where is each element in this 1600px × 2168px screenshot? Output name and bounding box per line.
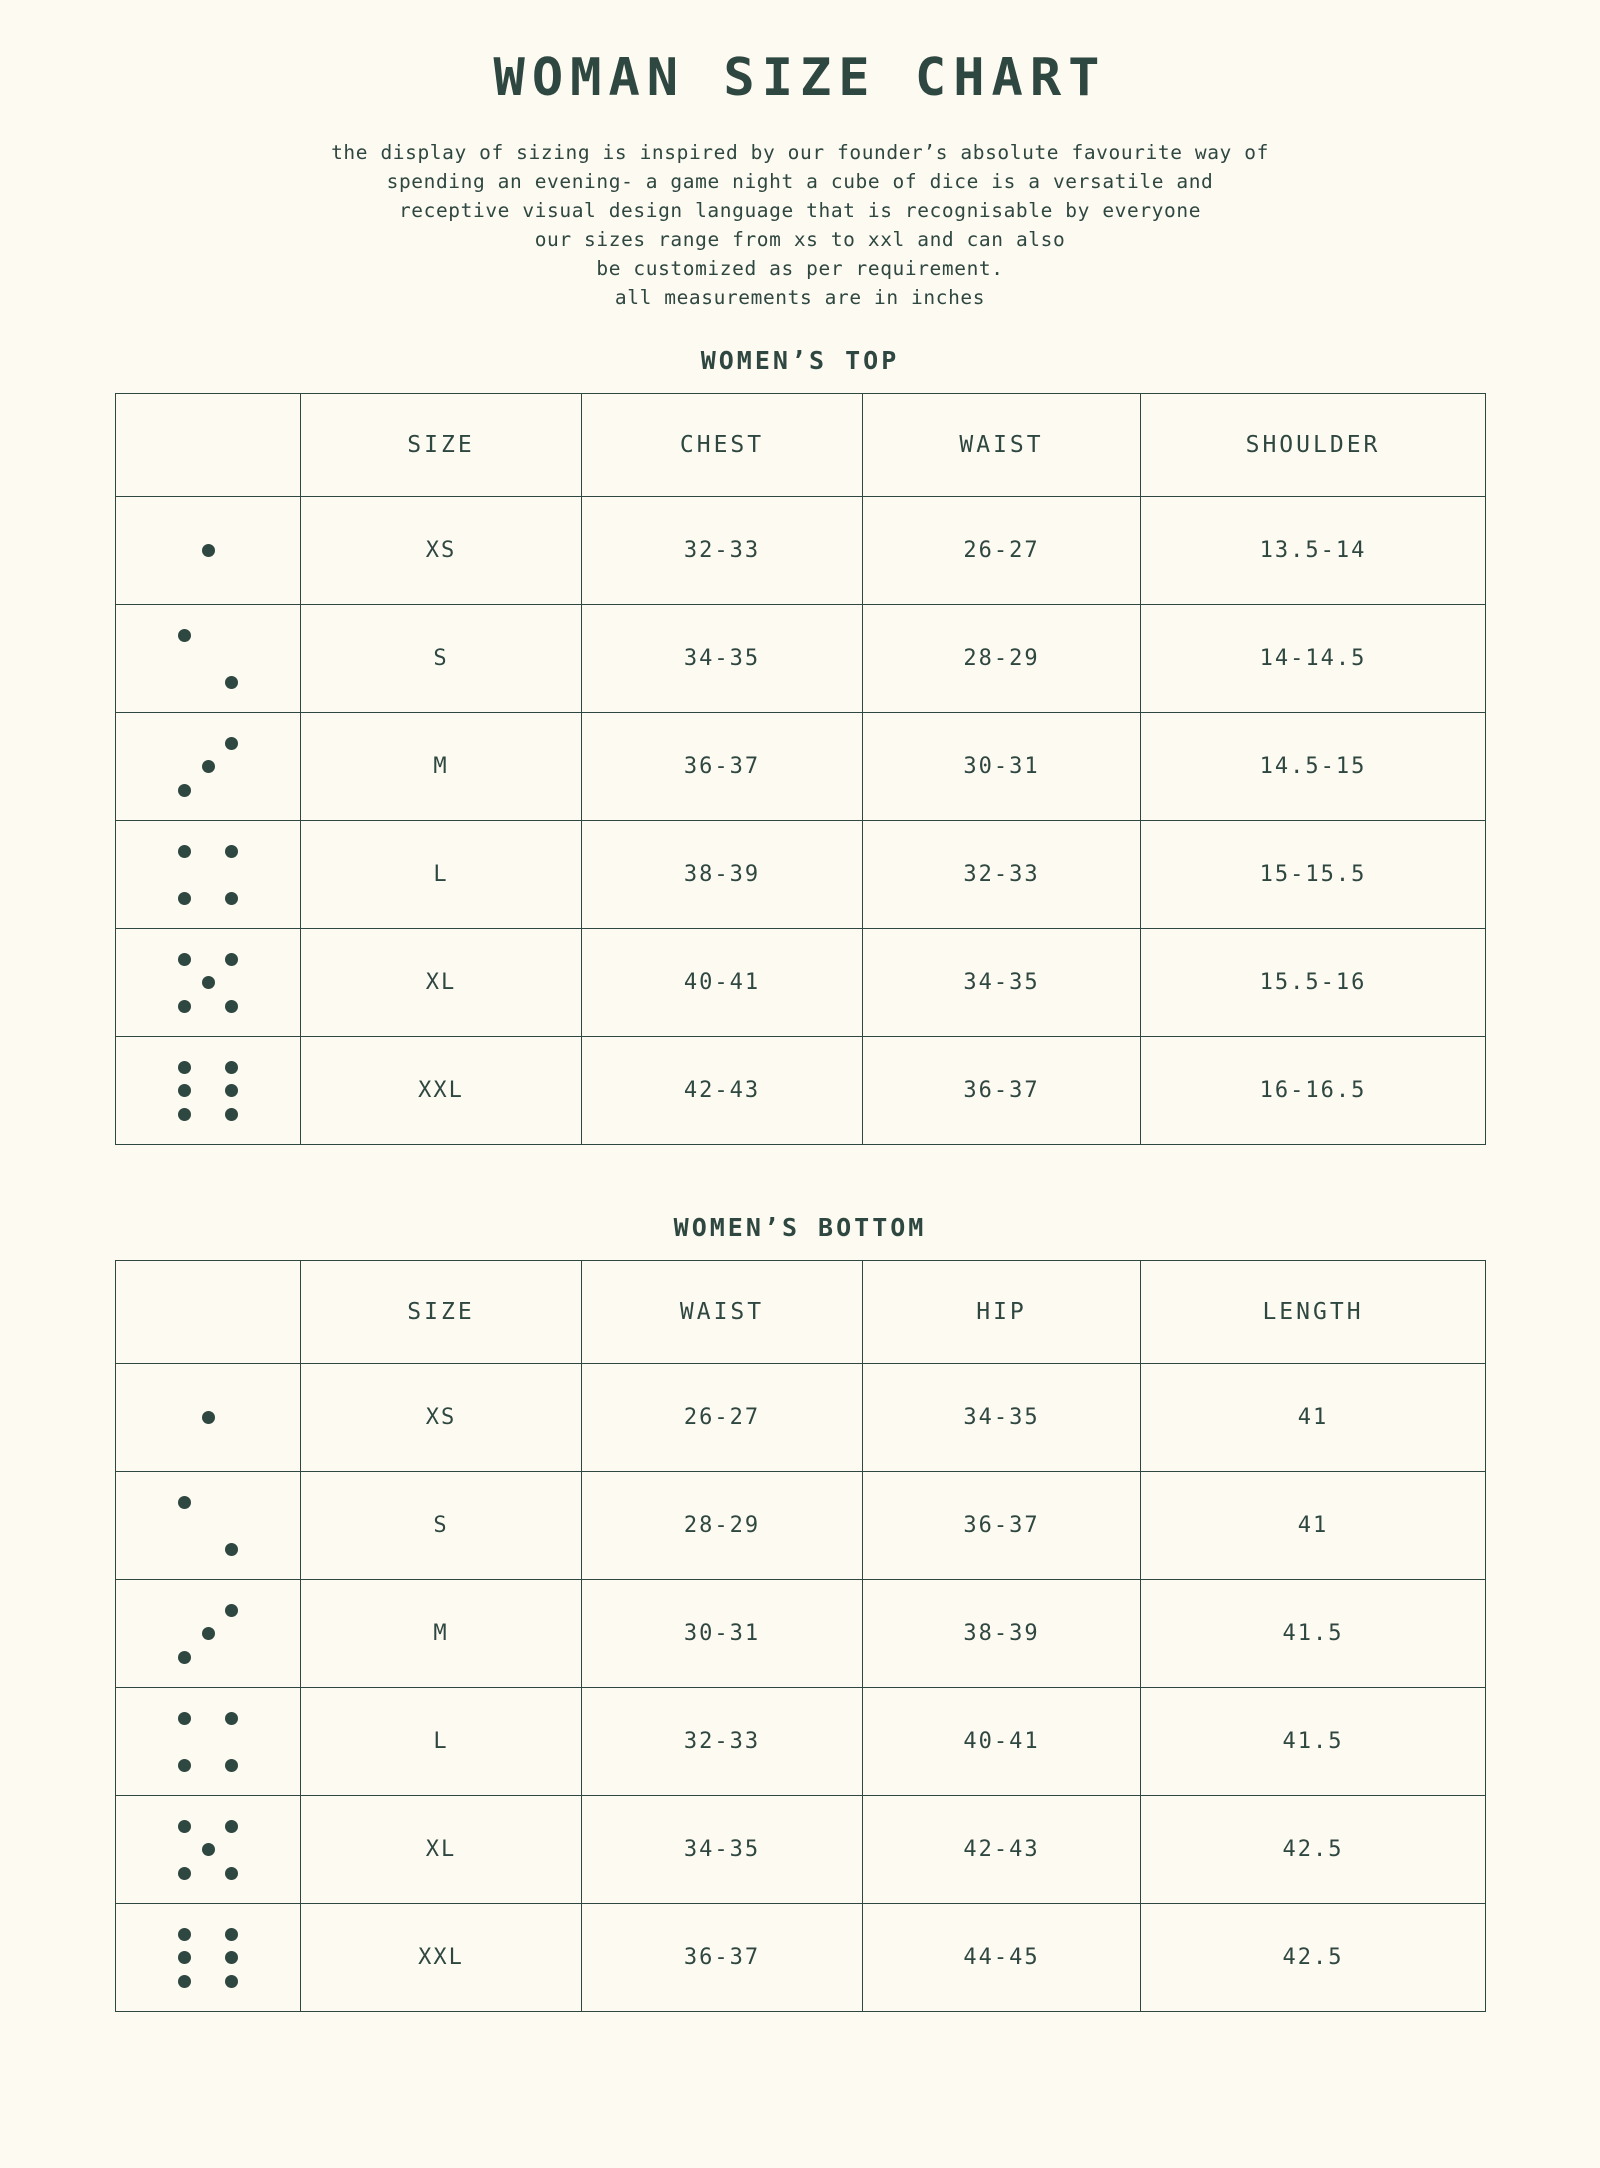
cell-size: M [301, 713, 582, 821]
cell-size: XXL [301, 1904, 582, 2012]
dice-icon-4 [173, 840, 243, 910]
column-header-size: SIZE [301, 1261, 582, 1364]
table-row [116, 1796, 1486, 1904]
cell-shoulder: 14.5-15 [1141, 713, 1486, 821]
womens-top-table [115, 393, 1486, 1145]
dice-icon-3 [173, 732, 243, 802]
cell-length: 41.5 [1141, 1580, 1486, 1688]
cell-shoulder: 14-14.5 [1141, 605, 1486, 713]
cell-length: 41 [1141, 1364, 1486, 1472]
cell-hip: 36-37 [863, 1472, 1141, 1580]
table-row [116, 1904, 1486, 2012]
cell-size: L [301, 1688, 582, 1796]
dice-cell [116, 1472, 301, 1580]
cell-size: XL [301, 1796, 582, 1904]
cell-waist: 36-37 [582, 1904, 863, 2012]
cell-chest: 38-39 [582, 821, 863, 929]
column-header-chest: CHEST [582, 394, 863, 497]
table-row [116, 713, 1486, 821]
table-row [116, 605, 1486, 713]
cell-length: 42.5 [1141, 1904, 1486, 2012]
table-row [116, 1688, 1486, 1796]
cell-hip: 42-43 [863, 1796, 1141, 1904]
cell-size: XXL [301, 1037, 582, 1145]
cell-size: S [301, 1472, 582, 1580]
dice-cell [116, 713, 301, 821]
table-row [116, 929, 1486, 1037]
table-row [116, 1364, 1486, 1472]
dice-icon-5 [173, 948, 243, 1018]
table-header-row [116, 1261, 1486, 1364]
cell-waist: 36-37 [863, 1037, 1141, 1145]
table-row [116, 1580, 1486, 1688]
intro-line: all measurements are in inches [614, 286, 986, 309]
cell-chest: 36-37 [582, 713, 863, 821]
dice-icon-6 [173, 1056, 243, 1126]
dice-icon-4 [173, 1707, 243, 1777]
cell-chest: 32-33 [582, 497, 863, 605]
intro-line: the display of sizing is inspired by our founder’s absolute favourite way of [331, 141, 1269, 164]
cell-size: XS [301, 497, 582, 605]
dice-icon-5 [173, 1815, 243, 1885]
table-row [116, 821, 1486, 929]
dice-cell [116, 929, 301, 1037]
dice-cell [116, 1580, 301, 1688]
dice-icon-2 [173, 624, 243, 694]
dice-icon-2 [173, 1491, 243, 1561]
column-header-dice [116, 394, 301, 497]
dice-cell [116, 497, 301, 605]
cell-length: 41.5 [1141, 1688, 1486, 1796]
cell-waist: 26-27 [863, 497, 1141, 605]
cell-hip: 34-35 [863, 1364, 1141, 1472]
cell-waist: 30-31 [863, 713, 1141, 821]
cell-shoulder: 16-16.5 [1141, 1037, 1486, 1145]
table-row [116, 497, 1486, 605]
cell-waist: 34-35 [863, 929, 1141, 1037]
cell-size: XL [301, 929, 582, 1037]
column-header-length: LENGTH [1141, 1261, 1486, 1364]
cell-waist: 32-33 [582, 1688, 863, 1796]
cell-length: 42.5 [1141, 1796, 1486, 1904]
cell-shoulder: 15.5-16 [1141, 929, 1486, 1037]
table-row [116, 1037, 1486, 1145]
cell-waist: 30-31 [582, 1580, 863, 1688]
cell-hip: 44-45 [863, 1904, 1141, 2012]
cell-chest: 40-41 [582, 929, 863, 1037]
cell-waist: 28-29 [863, 605, 1141, 713]
womens-bottom-table [115, 1260, 1486, 2012]
cell-shoulder: 13.5-14 [1141, 497, 1486, 605]
cell-length: 41 [1141, 1472, 1486, 1580]
dice-cell [116, 1796, 301, 1904]
cell-waist: 32-33 [863, 821, 1141, 929]
table-header-row [116, 394, 1486, 497]
section-title-top: WOMEN’S TOP [700, 346, 900, 375]
cell-shoulder: 15-15.5 [1141, 821, 1486, 929]
page-title: WOMAN SIZE CHART [493, 48, 1107, 108]
dice-icon-1 [173, 516, 243, 586]
table-row [116, 1472, 1486, 1580]
cell-waist: 28-29 [582, 1472, 863, 1580]
dice-icon-6 [173, 1923, 243, 1993]
intro-line: be customized as per requirement. [596, 257, 1004, 280]
cell-waist: 34-35 [582, 1796, 863, 1904]
cell-chest: 42-43 [582, 1037, 863, 1145]
section-title-bottom: WOMEN’S BOTTOM [673, 1213, 927, 1242]
dice-icon-3 [173, 1599, 243, 1669]
cell-waist: 26-27 [582, 1364, 863, 1472]
column-header-waist: WAIST [582, 1261, 863, 1364]
column-header-size: SIZE [301, 394, 582, 497]
dice-cell [116, 1688, 301, 1796]
cell-size: M [301, 1580, 582, 1688]
intro-line: our sizes range from xs to xxl and can also [534, 228, 1066, 251]
column-header-shoulder: SHOULDER [1141, 394, 1486, 497]
cell-size: S [301, 605, 582, 713]
cell-hip: 38-39 [863, 1580, 1141, 1688]
intro-line: spending an evening- a game night a cube of dice is a versatile and [386, 170, 1214, 193]
column-header-hip: HIP [863, 1261, 1141, 1364]
intro-line: receptive visual design language that is recognisable by everyone [398, 199, 1202, 222]
column-header-waist: WAIST [863, 394, 1141, 497]
dice-icon-1 [173, 1383, 243, 1453]
dice-cell [116, 821, 301, 929]
cell-chest: 34-35 [582, 605, 863, 713]
intro-paragraph [210, 138, 1390, 312]
cell-hip: 40-41 [863, 1688, 1141, 1796]
dice-cell [116, 1904, 301, 2012]
column-header-dice [116, 1261, 301, 1364]
cell-size: XS [301, 1364, 582, 1472]
dice-cell [116, 1037, 301, 1145]
cell-size: L [301, 821, 582, 929]
dice-cell [116, 605, 301, 713]
dice-cell [116, 1364, 301, 1472]
